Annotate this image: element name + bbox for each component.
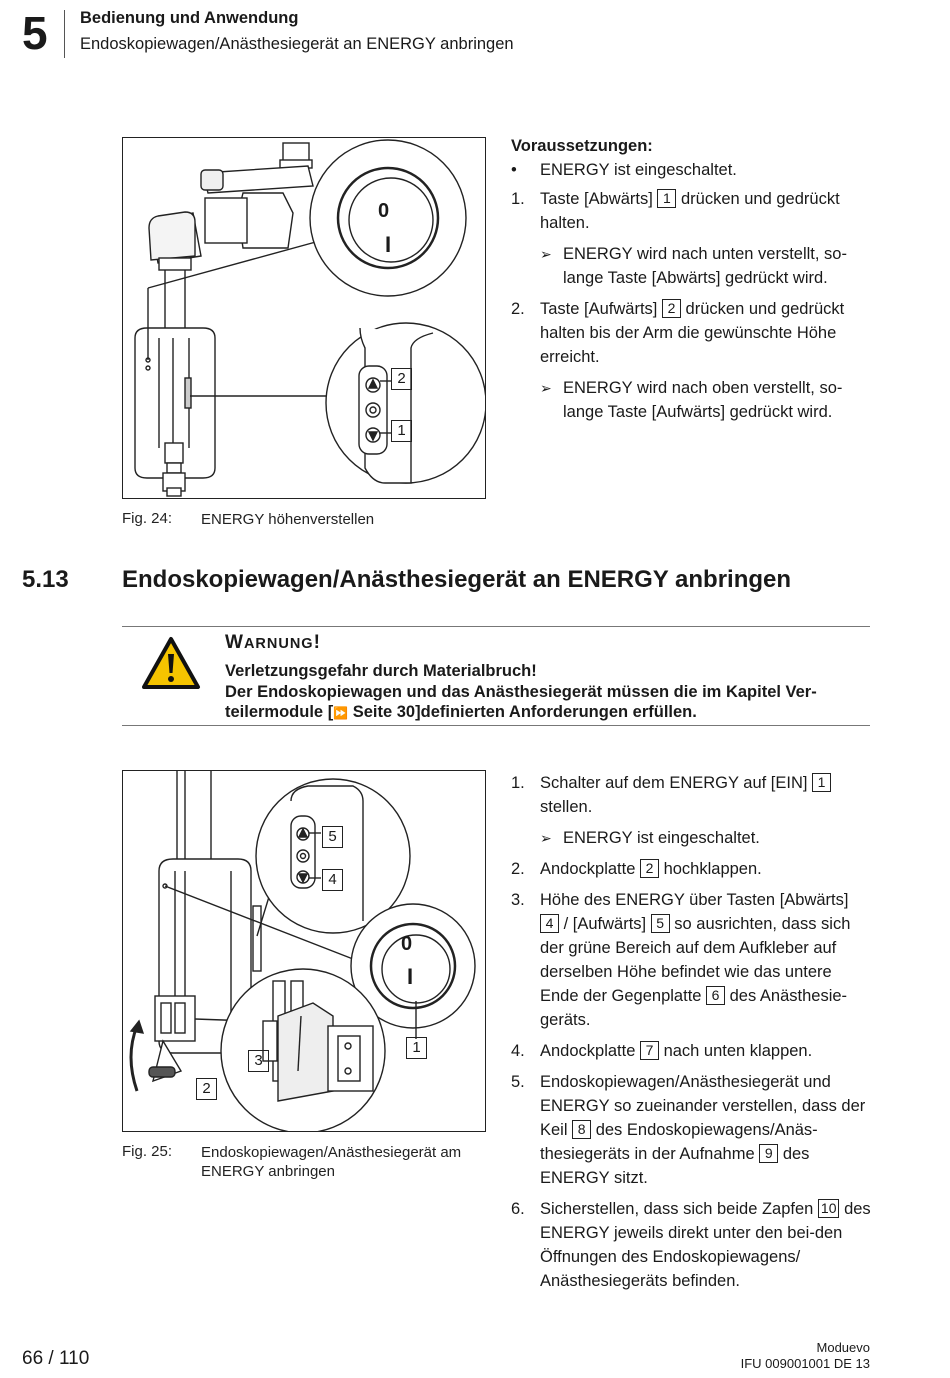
step-item: 5. Endoskopiewagen/Anästhesiegerät und ENERGY so zueinander verstellen, dass der Keil 8 des Endoskopiewagens/Anäs-thesiegeräts in der Aufnahme 9 des ENERGY sitzt.: [511, 1073, 866, 1187]
figure-25-illustration: [122, 770, 486, 1132]
fig24-callout-2: 2: [391, 368, 412, 390]
result-arrow-icon: ➢: [540, 830, 552, 846]
chapter-title: Bedienung und Anwendung: [80, 9, 299, 27]
ref-box: 1: [657, 189, 676, 208]
step-result: ➢ ENERGY ist eingeschaltet.: [540, 826, 871, 850]
figure-24-illustration: [122, 137, 486, 499]
section-subtitle: Endoskopiewagen/Anästhesiegerät an ENERGY anbringen: [80, 35, 514, 53]
figure-25-caption: [122, 1143, 492, 1183]
fig25-switch-on: I: [407, 964, 414, 989]
fig24-callout-1: 1: [391, 420, 412, 442]
step-result: ➢ ENERGY wird nach unten verstellt, so-lange Taste [Abwärts] gedrückt wird.: [540, 242, 871, 290]
step-item: 6. Sicherstellen, dass sich beide Zapfen 10 des ENERGY jeweils direkt unter den bei-den Öffnungen des Endoskopiewagens/ Anästhesiegeräts befinden.: [511, 1200, 871, 1290]
fig25-switch-off: 0: [401, 933, 413, 955]
prerequisite-item: • ENERGY ist eingeschaltet.: [511, 161, 737, 179]
figure-24-number: Fig. 24:: [122, 510, 173, 527]
figure-24-caption: [122, 510, 492, 532]
step-item: 1. Taste [Abwärts] 1 drücken und gedrückt halten.: [511, 190, 840, 232]
document-id: IFU 009001001 DE 13: [740, 1356, 870, 1371]
ref-box: 1: [812, 773, 831, 792]
fig25-callout-3: 3: [248, 1050, 269, 1072]
fig25-callout-5: 5: [322, 826, 343, 848]
ref-box: 4: [540, 914, 559, 933]
section-heading: [22, 566, 922, 598]
section-title: Endoskopiewagen/Anästhesiegerät an ENERGY anbringen: [122, 566, 792, 593]
instructions-height-adjust: [511, 134, 871, 424]
warning-title: WARNUNG!: [225, 632, 321, 653]
ref-box: 2: [640, 859, 659, 878]
step-item: 2. Andockplatte 2 hochklappen.: [511, 860, 762, 878]
step-item: 3. Höhe des ENERGY über Tasten [Abwärts] 4 / [Aufwärts] 5 so ausrichten, dass sich der grüne Bereich auf dem Aufkleber auf derselben Höhe befindet wie das untere Ende der Gegenplatte 6 des Anästhesie-geräts.: [511, 891, 851, 1029]
prerequisites-heading: Voraussetzungen:: [511, 137, 653, 155]
figure-25-title: Endoskopiewagen/Anästhesiegerät am ENERGY anbringen: [201, 1144, 462, 1180]
section-number: 5.13: [22, 566, 69, 593]
figure-25-number: Fig. 25:: [122, 1143, 173, 1160]
step-item: 1. Schalter auf dem ENERGY auf [EIN] 1 stellen.: [511, 771, 871, 819]
page-link[interactable]: ⏩ Seite 30]: [333, 703, 421, 721]
link-arrow-icon: ⏩: [333, 706, 349, 720]
fig25-callout-4: 4: [322, 869, 343, 891]
ref-box: 2: [662, 299, 681, 318]
step-item: 4. Andockplatte 7 nach unten klappen.: [511, 1042, 813, 1060]
step-item: 2. Taste [Aufwärts] 2 drücken und gedrückt halten bis der Arm die gewünschte Höhe erreicht.: [511, 300, 845, 366]
step-result: ➢ ENERGY wird nach oben verstellt, so-lange Taste [Aufwärts] gedrückt wird.: [540, 376, 871, 424]
product-name: Moduevo: [816, 1340, 870, 1355]
ref-box: 9: [759, 1144, 778, 1163]
fig25-callout-2: 2: [196, 1078, 217, 1100]
page-number: 66 / 110: [22, 1348, 90, 1369]
figure-24-title: ENERGY höhenverstellen: [201, 511, 375, 528]
ref-box: 8: [572, 1120, 591, 1139]
chapter-number: 5: [22, 7, 48, 59]
ref-box: 7: [640, 1041, 659, 1060]
result-arrow-icon: ➢: [540, 380, 552, 396]
result-arrow-icon: ➢: [540, 246, 552, 262]
fig24-switch-off: 0: [378, 200, 390, 222]
warning-bottom-rule: [122, 725, 870, 726]
fig25-callout-1: 1: [406, 1037, 427, 1059]
ref-box: 5: [651, 914, 670, 933]
ref-box: 10: [818, 1199, 840, 1218]
fig24-switch-on: I: [385, 232, 392, 257]
instructions-attach: [511, 771, 871, 1293]
warning-triangle-icon: [141, 636, 201, 691]
warning-top-rule: [122, 626, 870, 627]
header-divider: [64, 10, 65, 58]
warning-text: Verletzungsgefahr durch Materialbruch! Der Endoskopiewagen und das Anästhesiegerät müssen die im Kapitel Ver-teilermodule [⏩ Seite 30]definierten Anforderungen erfüllen.: [225, 662, 817, 721]
ref-box: 6: [706, 986, 725, 1005]
